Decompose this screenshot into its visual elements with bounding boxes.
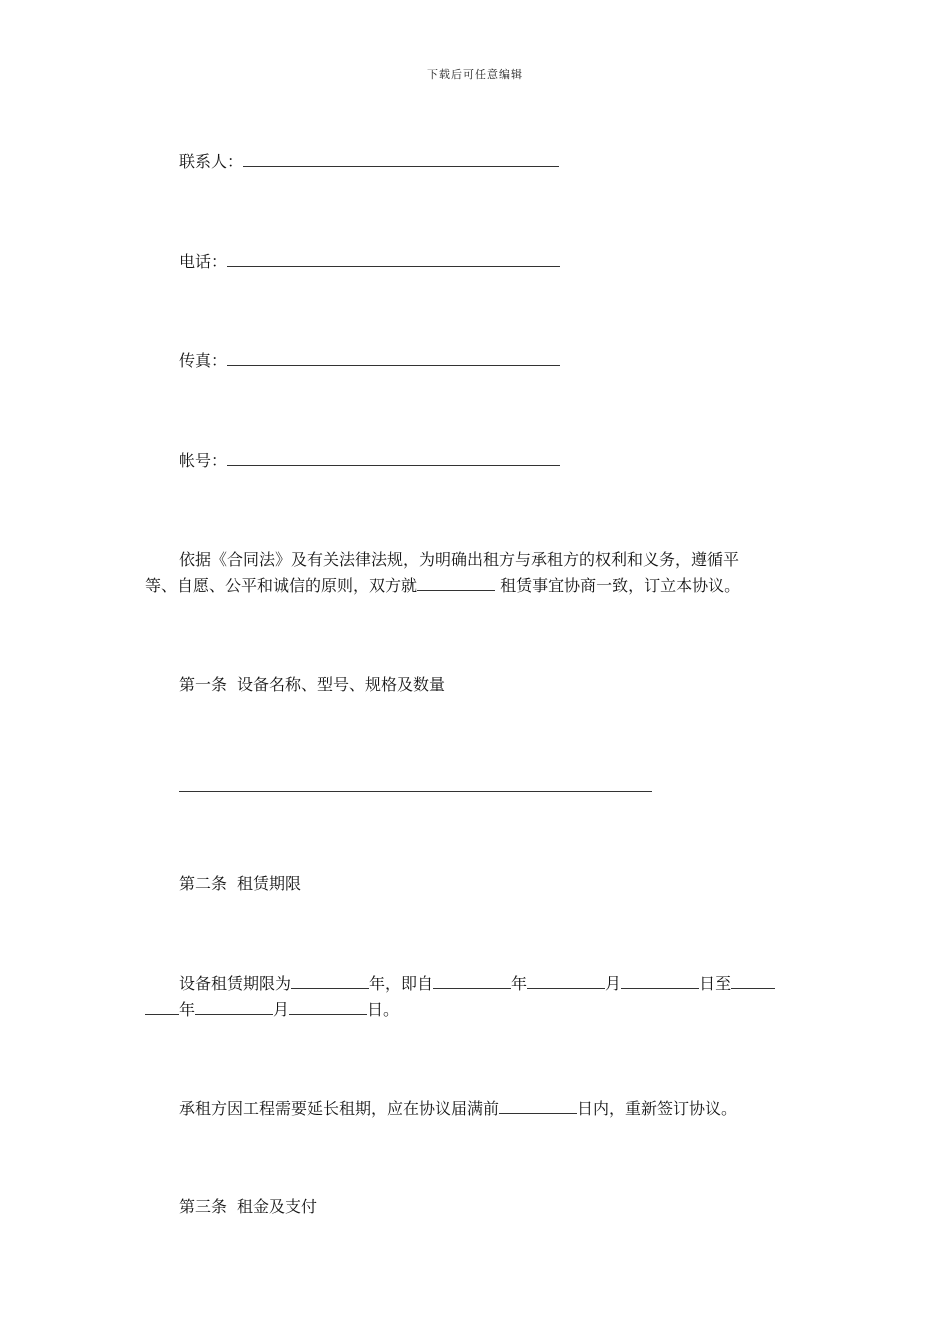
lease-years-blank[interactable]	[291, 973, 369, 989]
lease-term-text-7: 月	[273, 1000, 290, 1019]
article-3-number: 第三条	[179, 1197, 228, 1216]
lease-term-text-4: 月	[605, 974, 622, 993]
lease-term-line-1	[179, 973, 775, 995]
contact-person-row	[179, 151, 559, 173]
end-day-blank[interactable]	[289, 999, 367, 1015]
end-month-blank[interactable]	[195, 999, 273, 1015]
lease-term-line-2	[145, 999, 399, 1021]
start-year-blank[interactable]	[433, 973, 511, 989]
contact-person-label: 联系人：	[179, 152, 244, 171]
lease-term-text-2: 年，即自	[369, 974, 434, 993]
lease-term-text-1: 设备租赁期限为	[179, 974, 292, 993]
extension-days-blank[interactable]	[499, 1098, 577, 1114]
end-year-blank-end[interactable]	[145, 999, 179, 1015]
lease-subject-blank[interactable]	[417, 575, 495, 591]
phone-blank[interactable]	[227, 251, 560, 267]
article-2-heading	[179, 873, 301, 895]
lease-term-text-6: 年	[179, 1000, 196, 1019]
fax-blank[interactable]	[227, 350, 560, 366]
preamble-line-2-start: 等、自愿、公平和诚信的原则，双方就	[145, 576, 418, 595]
article-2-title: 租赁期限	[237, 874, 302, 893]
account-blank[interactable]	[227, 450, 560, 466]
start-month-blank[interactable]	[527, 973, 605, 989]
account-row	[179, 450, 560, 472]
extension-text-1: 承租方因工程需要延长租期，应在协议届满前	[179, 1099, 500, 1118]
preamble-line-2-end: 租赁事宜协商一致，订立本协议。	[495, 576, 741, 595]
article-3-title: 租金及支付	[237, 1197, 318, 1216]
article-2-number: 第二条	[179, 874, 228, 893]
contact-person-blank[interactable]	[243, 151, 559, 167]
article-1-title: 设备名称、型号、规格及数量	[237, 675, 446, 694]
phone-row	[179, 251, 560, 273]
preamble-line-1: 依据《合同法》及有关法律法规，为明确出租方与承租方的权利和义务，遵循平	[179, 550, 740, 569]
page-header: 下载后可任意编辑	[427, 68, 523, 81]
extension-text-2: 日内，重新签订协议。	[577, 1099, 738, 1118]
article-1-number: 第一条	[179, 675, 228, 694]
lease-term-text-8: 日。	[367, 1000, 400, 1019]
preamble-line-2	[145, 575, 740, 597]
lease-term-text-5: 日至	[699, 974, 732, 993]
end-year-blank-start[interactable]	[731, 973, 775, 989]
article-3-heading	[179, 1196, 317, 1218]
phone-label: 电话：	[179, 252, 228, 271]
equipment-details-blank[interactable]	[179, 791, 652, 792]
start-day-blank[interactable]	[621, 973, 699, 989]
account-label: 帐号：	[179, 451, 228, 470]
lease-term-text-3: 年	[511, 974, 528, 993]
fax-label: 传真：	[179, 351, 228, 370]
article-1-heading	[179, 674, 445, 696]
fax-row	[179, 350, 560, 372]
extension-line	[179, 1098, 737, 1120]
